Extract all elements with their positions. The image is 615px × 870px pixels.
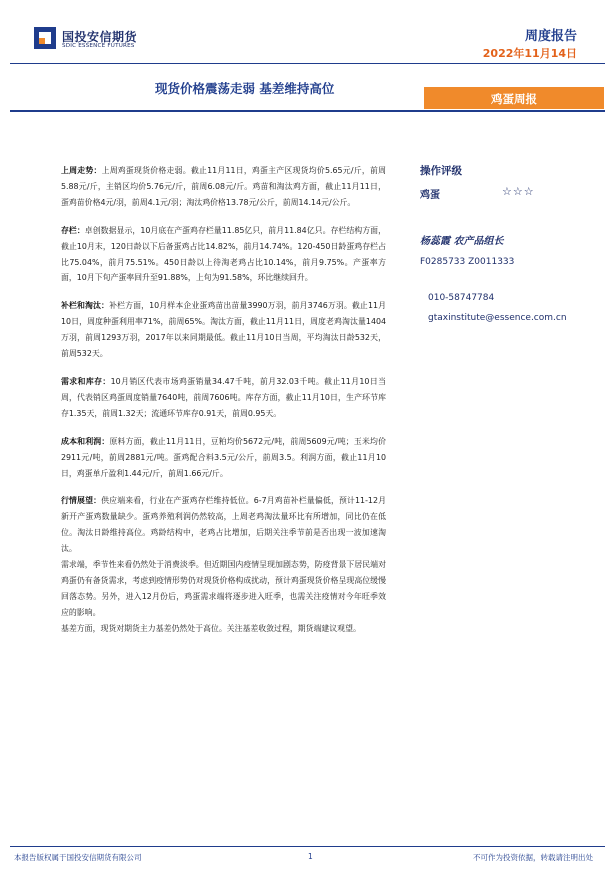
report-date: 2022年11月14日: [482, 47, 577, 60]
paragraph-outlook: [61, 493, 386, 636]
footer-divider: [10, 846, 605, 847]
paragraph-demand-stock: [61, 374, 386, 422]
header-divider: [10, 63, 605, 64]
report-headline: 现货价格震荡走弱 基差维持高位: [155, 81, 335, 96]
rating-item: 鸡蛋: [420, 190, 440, 201]
logo-mark-icon: [34, 27, 56, 49]
paragraph-text: 10月销区代表市场鸡蛋销量34.47千吨，前月32.03千吨。截止11月10日当周，代表销区鸡蛋周度销量7640吨，前周7606吨。库存方面，截止11月10日，生产环节库存1.35天，前周1.32天；流通环节库存0.91天，前周0.95天。: [61, 376, 386, 418]
report-sidebar: [420, 163, 615, 323]
analyst-name: 杨蕊霞 农产品组长: [420, 236, 504, 247]
footer-copyright: 本报告版权属于国投安信期货有限公司: [14, 853, 142, 862]
paragraph-text: 补栏方面，10月样本企业蛋鸡苗出苗量3990万羽，前月3746万羽。截止11月10日，周度种蛋利用率71%，前周65%。淘汰方面，截止11月11日，周度老鸡淘汰量1404万羽，前周1293万羽，2017年以来同期最低。截止11月10日当周，平均淘汰日龄532天，前周532天。: [61, 301, 386, 359]
rating-stars-icon: ☆☆☆: [502, 185, 535, 198]
paragraph-inventory: [61, 223, 386, 287]
footer-disclaimer: 不可作为投资依据，转载请注明出处: [473, 853, 593, 862]
paragraph-label: 补栏和淘汰：: [61, 301, 110, 311]
rating-row: [420, 186, 615, 202]
paragraph-weekly-trend: [61, 163, 386, 211]
paragraph-label: 成本和利润：: [61, 436, 110, 446]
section-divider: [10, 110, 605, 112]
report-tag-banner: [424, 87, 604, 109]
paragraph-text: 原料方面，截止11月11日，豆粕均价5672元/吨，前周5609元/吨；玉米均价2911元/吨，前周2881元/吨。蛋鸡配合料3.5元/公斤，前周3.5。利润方面，截止11月10日，鸡蛋单斤盈利1.44元/斤，前周1.66元/斤。: [61, 436, 386, 478]
paragraph-restock-culling: [61, 298, 386, 362]
paragraph-label: 需求和库存：: [61, 376, 111, 386]
report-type: 周度报告: [524, 29, 577, 44]
page-number: 1: [308, 852, 313, 861]
report-tag-label: 鸡蛋周报: [491, 92, 537, 106]
paragraph-label: 行情展望：: [61, 496, 102, 506]
company-name: 国投安信期货: [62, 30, 138, 44]
paragraph-text: 供应端来看，行业在产蛋鸡存栏维持低位。6-7月鸡苗补栏量偏低，预计11-12月新开产蛋鸡数量缺少。蛋鸡养殖利润仍然较高，上周老鸡淘汰量环比有所增加，同比仍在低位。淘汰日龄维持高位。鸡龄结构中，老鸡占比增加，后期关注季节前是否出现一波加速淘汰。 需求端，季节性来看仍然处于消费淡季。但近期国内疫情呈现加剧态势，防疫背景下居民端对鸡蛋仍有备货需求，考虑到疫情形势仍对现货价格构成扰动，预计鸡蛋现货价格呈现高位缓慢回落态势。另外，进入12月份后，鸡蛋需求端将逐步进入旺季，也需关注疫情对今年旺季效应的影响。 基差方面，现货对期货主力基差仍然处于高位。关注基差收敛过程，期货端建议观望。: [61, 496, 386, 633]
analyst-certification: F0285733 Z0011333: [420, 257, 515, 267]
paragraph-label: 存栏：: [61, 225, 85, 235]
paragraph-label: 上周走势：: [61, 166, 102, 175]
paragraph-text: 卓创数据显示，10月底在产蛋鸡存栏量11.85亿只，前月11.84亿只。存栏结构方面，截止10月末，120日龄以下后备蛋鸡占比14.82%，前月14.74%。120-450日龄蛋鸡存栏占比75.04%，前月75.51%。450日龄以上待淘老鸡占比10.14%，前月9.75%。产蛋率方面，10月下旬产蛋率回升至91.88%，上旬为91.58%，环比继续回升。: [61, 225, 386, 283]
paragraph-cost-profit: [61, 434, 386, 482]
company-name-en: SDIC ESSENCE FUTURES: [62, 43, 135, 49]
company-logo: [34, 27, 164, 55]
paragraph-text: 上周鸡蛋现货价格走弱。截止11月11日，鸡蛋主产区现货均价5.65元/斤，前周5.88元/斤，主销区均价5.76元/斤，前周6.08元/斤。鸡苗和淘汰鸡方面，截止11月11日，蛋鸡苗价格4元/羽，前周4.1元/羽；淘汰鸡价格13.78元/公斤，前周14.14元/公斤。: [61, 166, 386, 207]
contact-email[interactable]: gtaxinstitute@essence.com.cn: [428, 313, 567, 323]
contact-phone: 010-58747784: [428, 293, 495, 303]
report-body: [61, 163, 386, 649]
rating-title: 操作评级: [420, 165, 462, 177]
